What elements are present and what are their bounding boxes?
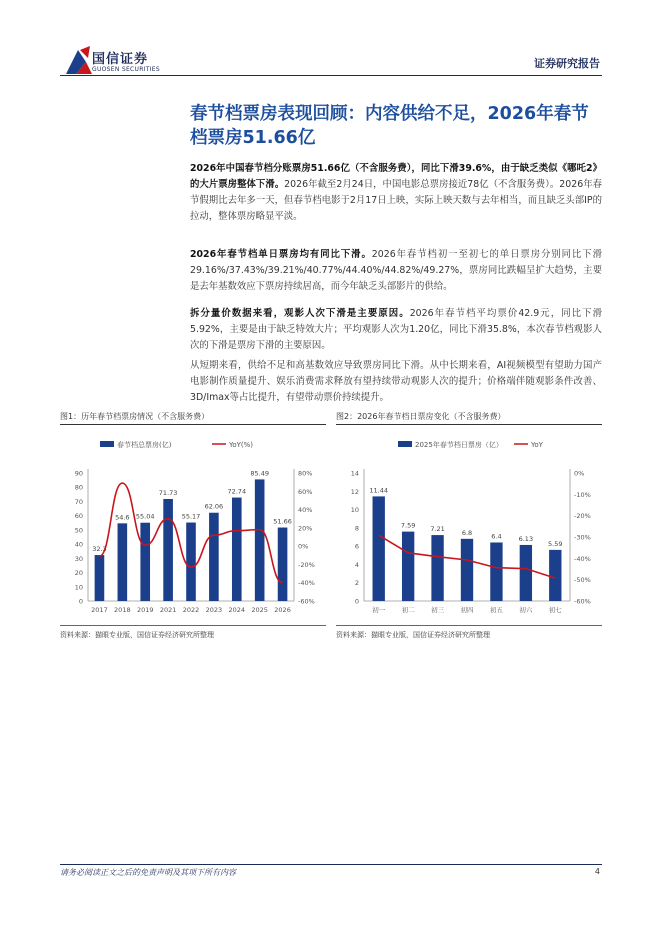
x-tick-label: 2017 bbox=[91, 606, 108, 614]
y-right-tick-label: -10% bbox=[574, 490, 591, 499]
paragraph-3-bold: 拆分量价数据来看，观影人次下滑是主要原因。 bbox=[190, 308, 410, 319]
figure-2 bbox=[336, 410, 602, 640]
figure-2-source: 资料来源：猫眼专业版，国信证券经济研究所整理 bbox=[336, 631, 490, 639]
x-tick-label: 初四 bbox=[460, 606, 474, 614]
y-right-tick-label: -60% bbox=[298, 597, 315, 606]
footer-disclaimer: 请务必阅读正文之后的免责声明及其项下所有内容 bbox=[60, 868, 236, 877]
legend-bar-label: 2025年春节档日票房（亿） bbox=[415, 441, 503, 449]
figure-1-bottom-rule bbox=[60, 625, 326, 626]
bar bbox=[255, 479, 265, 601]
y-left-tick-label: 2 bbox=[354, 579, 359, 588]
y-left-tick-label: 40 bbox=[74, 540, 83, 549]
y-right-tick-label: -60% bbox=[574, 597, 591, 606]
bar bbox=[461, 539, 473, 601]
paragraph-3 bbox=[190, 306, 602, 354]
bar-data-label: 62.06 bbox=[204, 502, 224, 511]
legend-bar-swatch bbox=[100, 441, 114, 447]
y-right-tick-label: 0% bbox=[574, 469, 585, 478]
y-right-tick-label: -20% bbox=[574, 512, 591, 521]
y-left-tick-label: 10 bbox=[74, 583, 83, 592]
bar-data-label: 7.59 bbox=[400, 521, 416, 530]
x-tick-label: 初七 bbox=[548, 606, 562, 614]
x-tick-label: 2025 bbox=[251, 606, 268, 614]
bar-data-label: 54.6 bbox=[115, 513, 130, 522]
paragraph-4 bbox=[190, 358, 602, 406]
y-right-tick-label: -40% bbox=[298, 579, 315, 588]
paragraph-2-text: 2026年春节档初一至初七的单日票房分别同比下滑29.16%/37.43%/39.21%/40.77%/44.40%/44.82%/49.27%，票房同比跌幅呈扩大趋势，主要是去年基数效应下票房持续居高，而今年缺乏头部影片的供给。 bbox=[190, 249, 602, 292]
paragraph-1-bold: 2026年中国春节档分账票房51.66亿（不含服务费），同比下滑39.6%，由于缺乏类似《哪吒2》的大片票房整体下滑。 bbox=[190, 163, 602, 190]
figure-2-chart bbox=[336, 425, 602, 621]
y-left-tick-label: 20 bbox=[74, 569, 83, 578]
bar bbox=[163, 499, 173, 601]
y-right-tick-label: -50% bbox=[574, 576, 591, 585]
footer-rule bbox=[60, 864, 602, 865]
bar bbox=[140, 523, 150, 601]
bar bbox=[95, 555, 105, 601]
bar-data-label: 11.44 bbox=[369, 486, 389, 495]
x-tick-label: 2024 bbox=[228, 606, 246, 614]
paragraph-1-text: 2026年截至2月24日，中国电影总票房接近78亿（不含服务费）。2026年春节假期比去年多一天，但春节档电影于2月17日上映，实际上映天数与去年相当，而且缺乏头部IP的拉动，整体票房略显平淡。 bbox=[190, 179, 602, 222]
legend-bar-swatch bbox=[398, 441, 412, 447]
y-left-tick-label: 90 bbox=[74, 469, 83, 478]
x-tick-label: 2021 bbox=[159, 606, 177, 614]
bar bbox=[431, 535, 443, 601]
bar-data-label: 7.21 bbox=[430, 525, 445, 534]
figure-1-source: 资料来源：猫眼专业版，国信证券经济研究所整理 bbox=[60, 631, 214, 639]
y-left-tick-label: 60 bbox=[74, 512, 83, 521]
bar bbox=[278, 528, 288, 601]
bar-data-label: 71.73 bbox=[158, 488, 178, 497]
y-right-tick-label: 40% bbox=[298, 506, 313, 515]
page-header bbox=[0, 0, 662, 80]
page-title: 春节档票房表现回顾：内容供给不足，2026年春节档票房51.66亿 bbox=[190, 104, 589, 148]
figure-1-title: 图1：历年春节档票房情况（不含服务费） bbox=[60, 412, 210, 421]
bar bbox=[549, 550, 561, 601]
paragraph-4-text: 从短期来看，供给不足和高基数效应导致票房同比下滑。从中长期来看，AI视频模型有望助力国产电影制作质量提升、娱乐消费需求释放有望持续带动观影人次的提升；价格端伴随观影条件改善、3D/Imax等占比提升，有望带动票价持续提升。 bbox=[190, 360, 602, 403]
bar bbox=[232, 498, 242, 601]
logo-cn-text: 国信证券 bbox=[92, 52, 149, 67]
y-right-tick-label: -20% bbox=[298, 560, 315, 569]
x-tick-label: 初二 bbox=[401, 606, 415, 614]
y-left-tick-label: 8 bbox=[354, 524, 359, 533]
y-left-tick-label: 0 bbox=[78, 597, 83, 606]
y-left-tick-label: 12 bbox=[350, 487, 359, 496]
x-tick-label: 初五 bbox=[489, 606, 503, 614]
y-left-tick-label: 6 bbox=[354, 542, 359, 551]
bar bbox=[373, 496, 385, 601]
figure-2-title: 图2：2026年春节档日票房变化（不含服务费） bbox=[336, 412, 506, 421]
bar bbox=[402, 532, 414, 601]
y-right-tick-label: 60% bbox=[298, 487, 313, 496]
bar bbox=[490, 542, 502, 601]
paragraph-2-bold: 2026年春节档单日票房均有同比下滑。 bbox=[190, 249, 372, 260]
x-tick-label: 初六 bbox=[519, 606, 533, 614]
y-left-tick-label: 70 bbox=[74, 497, 83, 506]
bar-data-label: 5.59 bbox=[548, 539, 563, 548]
bar-data-label: 6.8 bbox=[461, 528, 473, 537]
x-tick-label: 2026 bbox=[274, 606, 291, 614]
bar-data-label: 51.66 bbox=[273, 517, 292, 526]
x-tick-label: 初三 bbox=[431, 606, 445, 614]
bar bbox=[186, 523, 196, 601]
y-left-tick-label: 30 bbox=[74, 554, 83, 563]
y-left-tick-label: 10 bbox=[350, 506, 359, 515]
x-tick-label: 2019 bbox=[136, 606, 154, 614]
y-left-tick-label: 4 bbox=[354, 560, 359, 569]
legend-line-label: YoY(%) bbox=[229, 441, 254, 449]
bar bbox=[209, 513, 219, 601]
paragraph-3-text: 2026年春节档平均票价42.9元，同比下滑5.92%，主要是由于缺乏特效大片；平均观影人次为1.20亿，同比下滑35.8%，本次春节档观影人次的下滑是票房下滑的主要原因。 bbox=[190, 308, 602, 351]
paragraph-2 bbox=[190, 247, 602, 295]
bar-data-label: 6.13 bbox=[518, 534, 534, 543]
header-rule bbox=[60, 75, 602, 76]
bar bbox=[520, 545, 532, 601]
page-number: 4 bbox=[594, 867, 600, 876]
y-left-tick-label: 14 bbox=[350, 469, 359, 478]
bar-data-label: 6.4 bbox=[491, 532, 502, 541]
logo-en-text: GUOSEN SECURITIES bbox=[92, 66, 161, 73]
x-tick-label: 初一 bbox=[372, 606, 386, 614]
bar bbox=[118, 523, 128, 601]
bar-data-label: 72.74 bbox=[227, 487, 247, 496]
figure-2-bottom-rule bbox=[336, 625, 602, 626]
x-tick-label: 2022 bbox=[182, 606, 200, 614]
x-tick-label: 2018 bbox=[114, 606, 131, 614]
y-left-tick-label: 50 bbox=[74, 526, 83, 535]
y-right-tick-label: 20% bbox=[298, 524, 313, 533]
bar-data-label: 32.3 bbox=[92, 545, 107, 554]
y-right-tick-label: -40% bbox=[574, 554, 591, 563]
report-type: 证券研究报告 bbox=[534, 57, 600, 70]
figure-1 bbox=[60, 410, 326, 640]
figure-1-chart bbox=[60, 425, 326, 621]
bar-data-label: 55.04 bbox=[135, 512, 155, 521]
y-right-tick-label: 80% bbox=[298, 469, 313, 478]
y-right-tick-label: 0% bbox=[298, 542, 309, 551]
y-left-tick-label: 80 bbox=[74, 483, 83, 492]
x-tick-label: 2023 bbox=[205, 606, 223, 614]
y-left-tick-label: 0 bbox=[354, 597, 359, 606]
y-right-tick-label: -30% bbox=[574, 533, 591, 542]
bar-data-label: 85.49 bbox=[250, 469, 269, 478]
bar-data-label: 55.17 bbox=[181, 512, 201, 521]
legend-bar-label: 春节档总票房(亿) bbox=[117, 441, 172, 449]
paragraph-1 bbox=[190, 161, 602, 225]
legend-line-label: YoY bbox=[531, 441, 543, 449]
